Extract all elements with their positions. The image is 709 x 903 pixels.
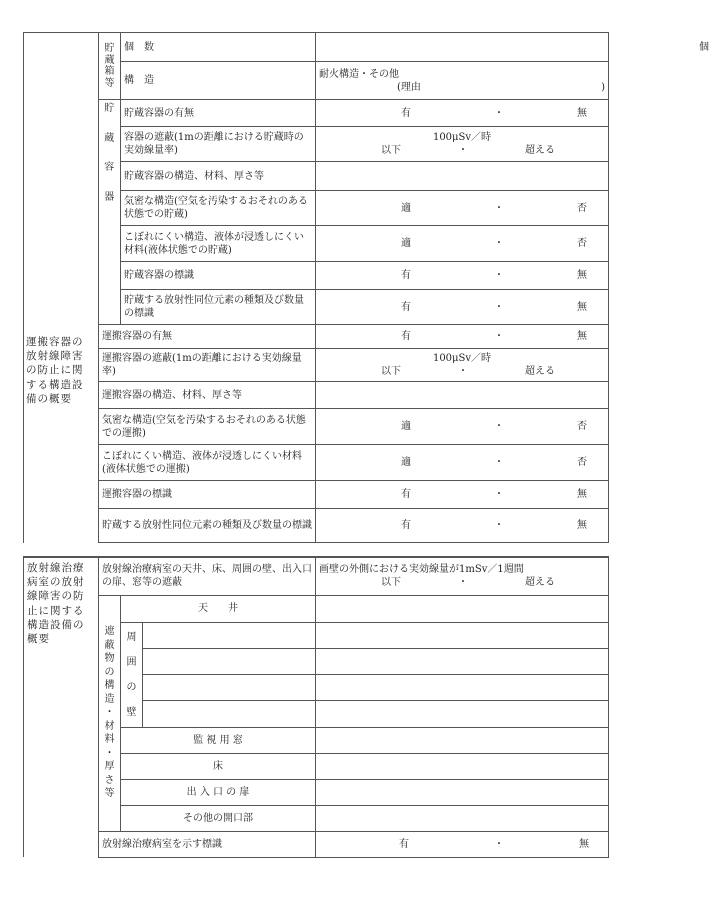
left-blank-cell xyxy=(24,33,99,543)
wall-row-1-field[interactable] xyxy=(316,622,609,648)
window-field[interactable] xyxy=(316,727,609,753)
sc-label-1: 容器の遮蔽(1mの距離における貯蔵時の実効線量率) xyxy=(121,127,316,162)
transport-title: 運搬容器の放射線障害の防止に関する構造設備の概要 xyxy=(26,336,84,405)
sc-label-2: 貯蔵容器の構造、材料、厚さ等 xyxy=(121,162,316,191)
tr-field-2[interactable] xyxy=(316,382,609,409)
sc-field-2[interactable] xyxy=(316,162,609,191)
tr-label-4: こぼれにくい構造、液体が浸透しにくい材料(液体状態での運搬) xyxy=(99,445,316,481)
wall-row-2-label xyxy=(143,648,316,674)
other-opening-field[interactable] xyxy=(316,805,609,831)
radiation-form-table xyxy=(23,32,709,543)
other-opening-label: その他の開口部 xyxy=(121,805,316,831)
sign-field[interactable]: 有 ・ 無 xyxy=(316,831,609,857)
left-margin-line xyxy=(23,851,24,855)
floor-label: 床 xyxy=(121,753,316,779)
shield-material-title: 遮 蔽 物 の 構 造 ・ 材 料 ・ 厚 さ 等 xyxy=(99,595,121,831)
sc-opt-0[interactable]: 有 ・ 無 xyxy=(316,100,609,127)
therapy-title: 放射線治療病室の放射線障害の防止に関する構造設備の概要 xyxy=(27,562,85,645)
tr-label-3: 気密な構造(空気を汚染するおそれのある状態での運搬) xyxy=(99,409,316,445)
sc-opt-6[interactable]: 有 ・ 無 xyxy=(316,290,609,325)
tr-label-1: 運搬容器の遮蔽(1mの距離における実効線量率) xyxy=(99,349,316,382)
storage-box-title: 貯 蔵 箱 等 xyxy=(99,33,121,100)
therapy-shield-label: 放射線治療病室の天井、床、周囲の壁、出入口の扉、窓等の遮蔽 xyxy=(99,557,316,595)
sc-label-4: こぼれにくい構造、液体が浸透しにくい材料(液体状態での貯蔵) xyxy=(121,226,316,262)
floor-field[interactable] xyxy=(316,753,609,779)
storage-container-title: 貯 蔵 容 器 xyxy=(99,100,121,325)
storage-box-count-label: 個 数 xyxy=(121,33,316,62)
wall-row-3-field[interactable] xyxy=(316,674,609,700)
therapy-room-table xyxy=(23,556,609,858)
ceiling-field[interactable] xyxy=(316,595,609,622)
sign-label: 放射線治療病室を示す標識 xyxy=(99,831,316,857)
structure-reason: (理由 xyxy=(397,81,421,93)
window-label: 監 視 用 窓 xyxy=(121,727,316,753)
sc-label-6: 貯蔵する放射性同位元素の種類及び数量の標識 xyxy=(121,290,316,325)
sc-label-3: 気密な構造(空気を汚染するおそれのある状態での貯蔵) xyxy=(121,191,316,226)
sc-opt-1[interactable]: 100μSv／時 以下 ・ 超える xyxy=(316,127,609,162)
structure-reason-close: ) xyxy=(601,81,605,93)
sc-label-5: 貯蔵容器の標識 xyxy=(121,262,316,290)
tr-label-5: 運搬容器の標識 xyxy=(99,481,316,509)
sc-opt-4[interactable]: 適 ・ 否 xyxy=(316,226,609,262)
therapy-shield-field[interactable]: 画壁の外側における実効線量が1mSv／1週間 以下 ・ 超える xyxy=(316,557,609,595)
tr-label-2: 運搬容器の構造、材料、厚さ等 xyxy=(99,382,316,409)
wall-row-1-label xyxy=(143,622,316,648)
storage-box-structure-label: 構 造 xyxy=(121,62,316,100)
door-field[interactable] xyxy=(316,779,609,805)
therapy-title-cell xyxy=(24,557,99,857)
wall-row-3-label xyxy=(143,674,316,700)
tr-opt-6[interactable]: 有 ・ 無 xyxy=(316,509,609,543)
door-label: 出 入 口 の 扉 xyxy=(121,779,316,805)
storage-box-count-field[interactable] xyxy=(316,33,709,62)
structure-value: 耐火構造・その他 xyxy=(319,68,399,80)
tr-opt-0[interactable]: 有 ・ 無 xyxy=(316,325,609,349)
tr-opt-1[interactable]: 100μSv／時 以下 ・ 超える xyxy=(316,349,609,382)
tr-opt-4[interactable]: 適 ・ 否 xyxy=(316,445,609,481)
wall-row-4-label xyxy=(143,700,316,727)
tr-label-0: 運搬容器の有無 xyxy=(99,325,316,349)
sc-opt-5[interactable]: 有 ・ 無 xyxy=(316,262,609,290)
wall-row-4-field[interactable] xyxy=(316,700,609,727)
tr-opt-3[interactable]: 適 ・ 否 xyxy=(316,409,609,445)
sc-opt-3[interactable]: 適 ・ 否 xyxy=(316,191,609,226)
tr-label-6: 貯蔵する放射性同位元素の種類及び数量の標識 xyxy=(99,509,316,543)
sc-label-0: 貯蔵容器の有無 xyxy=(121,100,316,127)
ceiling-label: 天 井 xyxy=(121,595,316,622)
tr-opt-5[interactable]: 有 ・ 無 xyxy=(316,481,609,509)
storage-box-structure-field[interactable] xyxy=(316,62,609,100)
wall-title: 周 囲 の 壁 xyxy=(121,622,143,727)
wall-row-2-field[interactable] xyxy=(316,648,609,674)
count-unit: 個 xyxy=(699,41,709,53)
